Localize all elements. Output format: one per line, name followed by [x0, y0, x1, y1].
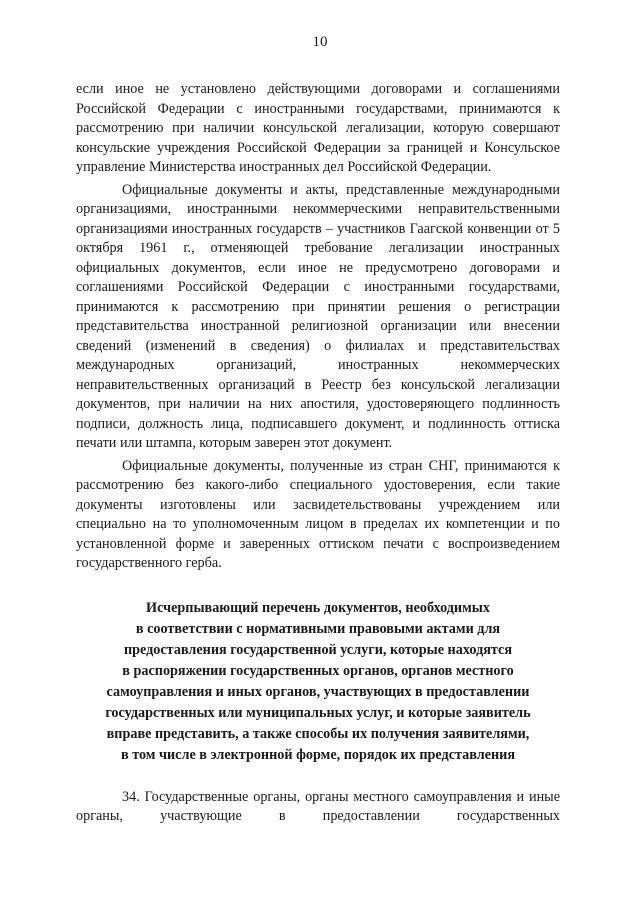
section-heading	[76, 598, 560, 766]
heading-line: вправе представить, а также способы их получения заявителями,	[106, 725, 530, 742]
document-body	[76, 80, 560, 827]
page-number: 10	[312, 34, 328, 50]
heading-line: самоуправления и иных органов, участвующих в предоставлении	[106, 683, 530, 700]
heading-line: Исчерпывающий перечень документов, необходимых	[146, 599, 490, 616]
paragraph-cis-documents: Официальные документы, полученные из стран СНГ, принимаются к рассмотрению без какого-либо специального удостоверения, если такие документы изготовлены или засвидетельствованы учреждением или специально на то уполномоченным лицом в пределах их компетенции и по установленной форме и заверенных оттиском печати с воспроизведением государственного герба.	[76, 457, 560, 571]
heading-line: предоставления государственной услуги, которые находятся	[123, 641, 513, 658]
paragraph-legalization-continued: если иное не установлено действующими договорами и соглашениями Российской Федерации с иностранными государствами, принимаются к рассмотрению при наличии консульской легализации, которую совершают консульские учреждения Российской Федерации за границей и Консульское управление Министерства иностранных дел Российской Федерации.	[76, 81, 560, 175]
paragraph-apostille: Официальные документы и акты, представленные международными организациями, иностранными некоммерческими неправительственными организациями иностранных государств – участников Гаагской конвенции от 5 октября 1961 г., отменяющей требование легализации иностранных официальных документов, если иное не предусмотрено договорами и соглашениями Российской Федерации с иностранными государствами, принимаются к рассмотрению при принятии решения о регистрации представительства иностранной религиозной организации или внесении сведений (изменений в сведения) о филиалах и представительствах международных организаций, иностранных некоммерческих неправительственных организаций в Реестр без консульской легализации документов, при наличии на них апостиля, удостоверяющего подлинность подписи, должность лица, подписавшего документ, и подлинность оттиска печати или штампа, которым заверен этот документ.	[76, 181, 560, 451]
heading-line: в соответствии с нормативными правовыми актами для	[135, 620, 501, 637]
heading-line: государственных или муниципальных услуг, и которые заявитель	[105, 704, 531, 721]
paragraph-item-34: 34. Государственные органы, органы местного самоуправления и иные органы, участвующие в предоставлении государственных	[76, 788, 560, 824]
heading-line: в том числе в электронной форме, порядок их представления	[120, 746, 516, 763]
heading-line: в распоряжении государственных органов, органов местного	[122, 662, 514, 679]
